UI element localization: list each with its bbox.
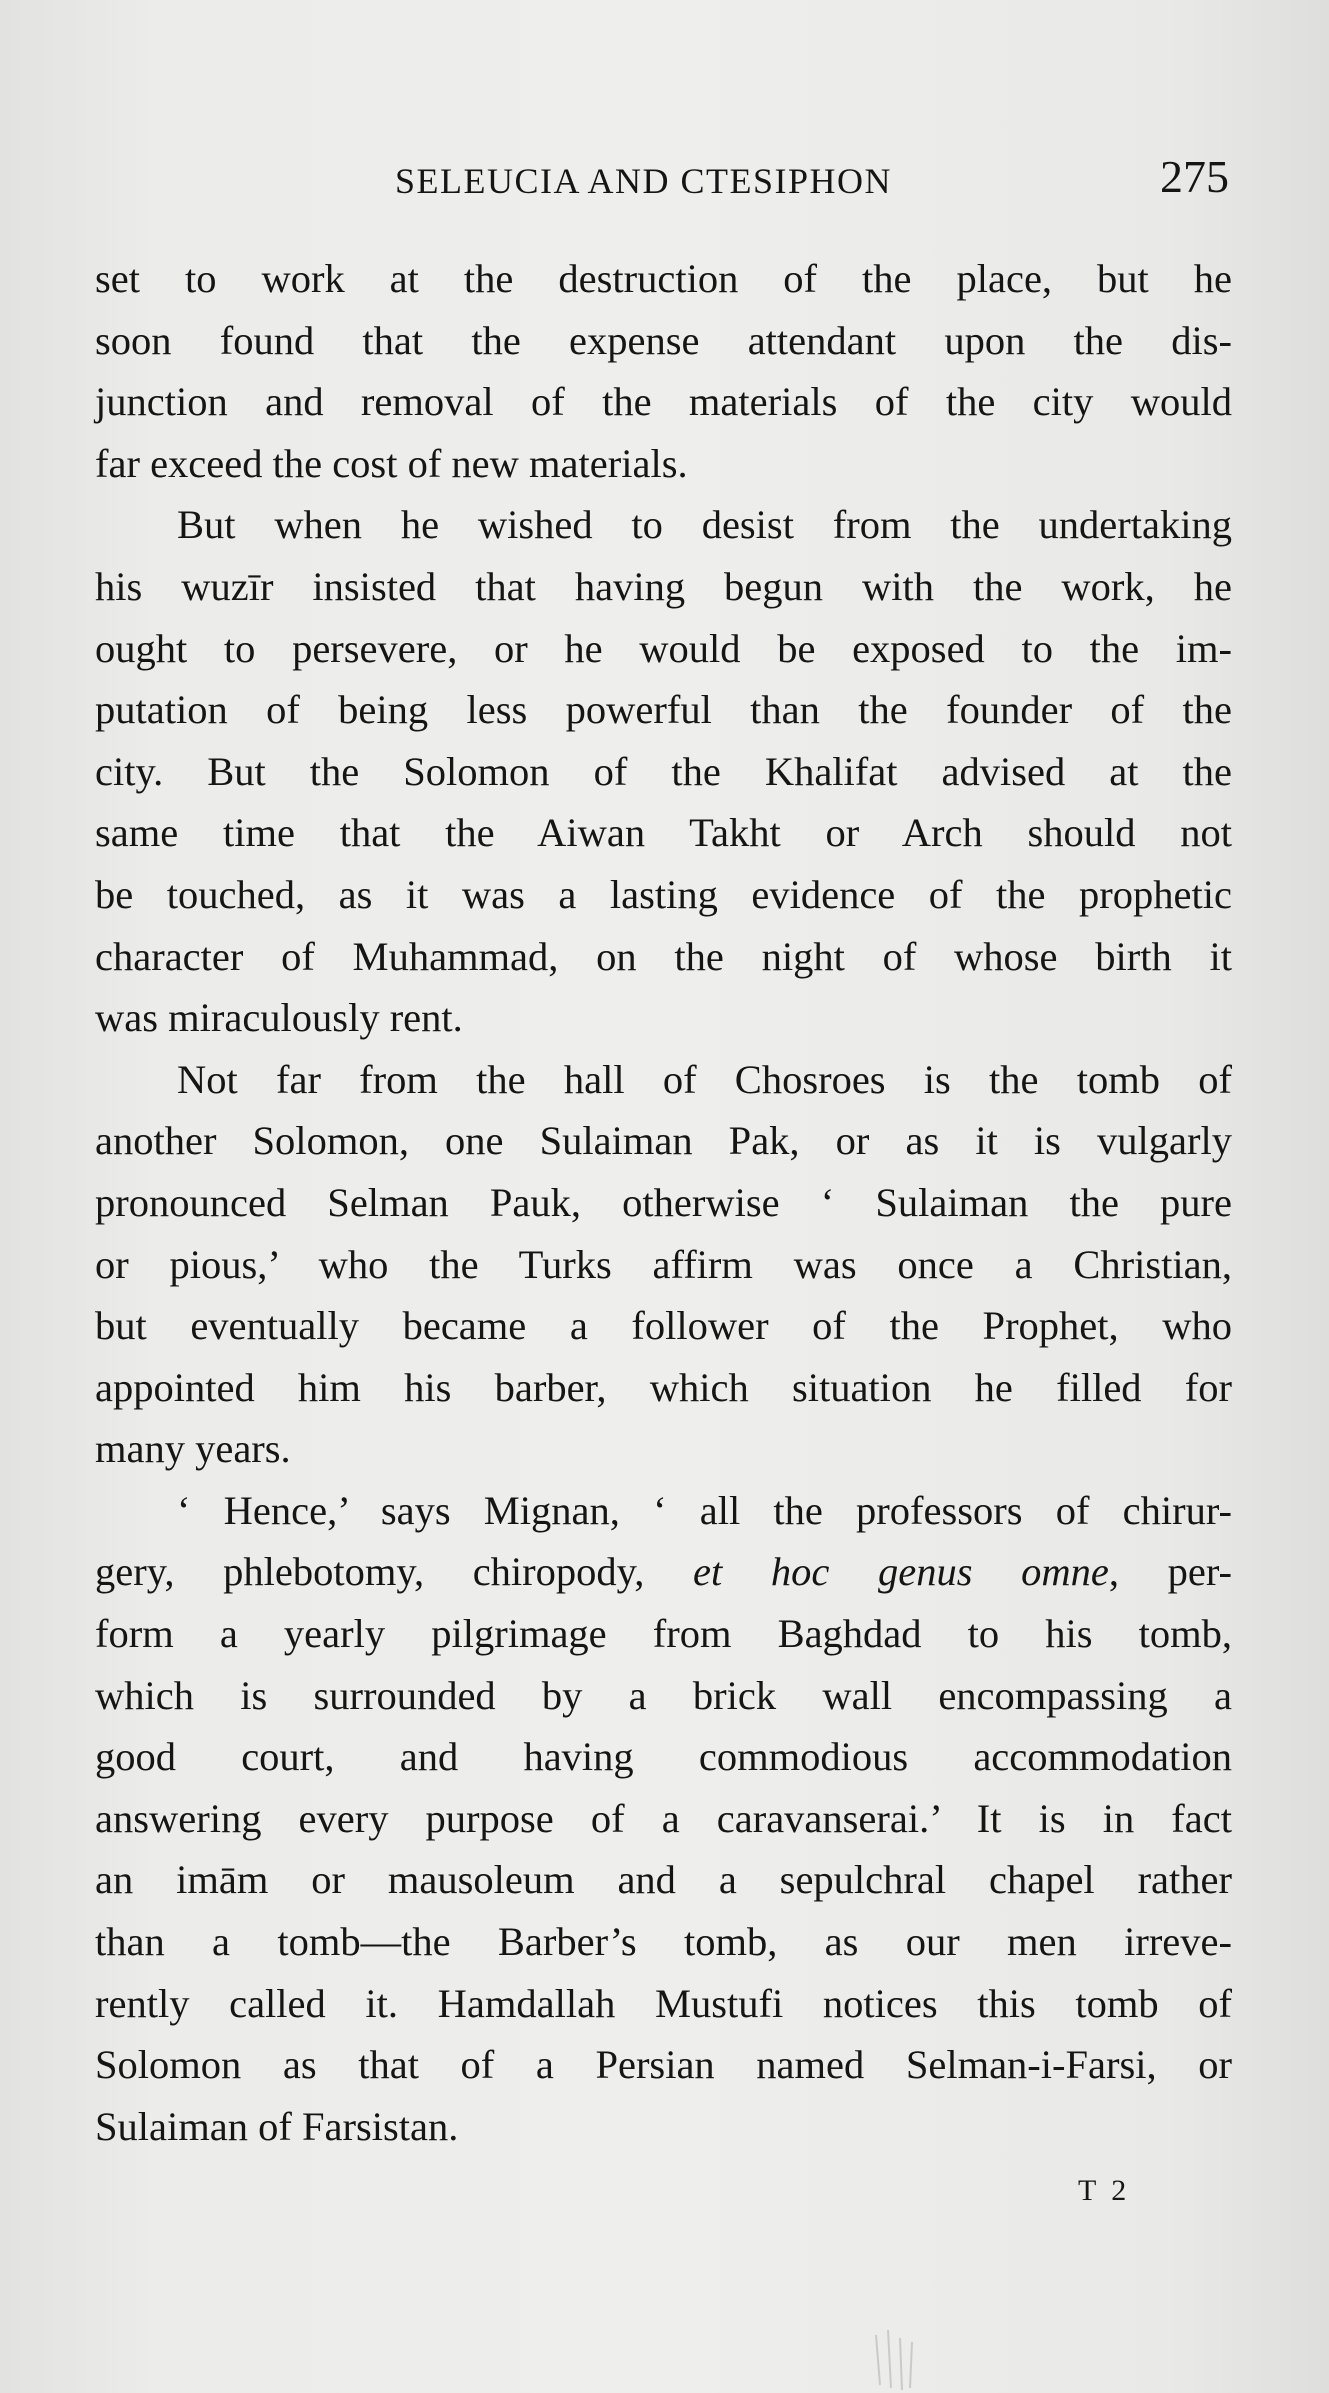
page-number: 275	[1160, 151, 1229, 202]
running-title: SELEUCIA AND CTESIPHON	[395, 161, 893, 201]
text-line: his wuzīr insisted that having begun with the work, he	[95, 563, 1232, 609]
text-line: another Solomon, one Sulaiman Pak, or as it is vulgarly	[95, 1118, 1232, 1164]
text-line: gery, phlebotomy, chiropody, et hoc genus omne, per-	[95, 1549, 1233, 1595]
text-line: form a yearly pilgrimage from Baghdad to his tomb,	[95, 1611, 1232, 1657]
body-text	[95, 248, 1232, 2157]
text-line: same time that the Aiwan Takht or Arch should not	[95, 810, 1232, 856]
signature-mark: T 2	[1078, 2174, 1131, 2207]
text-line: Sulaiman of Farsistan.	[95, 2103, 459, 2149]
latin-phrase: et hoc genus omne	[693, 1549, 1109, 1595]
text-line: appointed him his barber, which situation he filled for	[95, 1364, 1232, 1410]
binding-shadow-mark	[866, 2330, 926, 2390]
text-line: Not far from the hall of Chosroes is the tomb of	[177, 1056, 1232, 1102]
text-line: set to work at the destruction of the place, but he	[95, 256, 1232, 301]
text-line: rently called it. Hamdallah Mustufi notices this tomb of	[95, 1980, 1232, 2026]
text-line: But when he wished to desist from the undertaking	[177, 502, 1232, 548]
running-head	[95, 150, 1235, 210]
paragraph	[95, 494, 1232, 1048]
text-line: pronounced Selman Pauk, otherwise ‘ Sulaiman the pure	[95, 1179, 1232, 1225]
text-line: or pious,’ who the Turks affirm was once a Christian,	[95, 1241, 1232, 1287]
text-line: character of Muhammad, on the night of whose birth it	[95, 933, 1232, 979]
text-line: ‘ Hence,’ says Mignan, ‘ all the professors of chirur-	[177, 1487, 1232, 1533]
text-line: which is surrounded by a brick wall encompassing a	[95, 1672, 1232, 1718]
text-line: an imām or mausoleum and a sepulchral chapel rather	[95, 1857, 1232, 1903]
text-line: ought to persevere, or he would be exposed to the im-	[95, 625, 1232, 671]
text-line: answering every purpose of a caravanserai.’ It is in fact	[95, 1795, 1232, 1841]
text-line: far exceed the cost of new materials.	[95, 440, 688, 486]
text-line: soon found that the expense attendant upon the dis-	[95, 317, 1232, 363]
paragraph	[95, 1049, 1232, 1480]
text-line: Solomon as that of a Persian named Selman-i-Farsi, or	[95, 2042, 1232, 2088]
paragraph	[95, 248, 1232, 494]
text-line: good court, and having commodious accommodation	[95, 1734, 1232, 1780]
text-line: city. But the Solomon of the Khalifat advised at the	[95, 748, 1232, 794]
text-line: was miraculously rent.	[95, 995, 463, 1041]
text-line: many years.	[95, 1426, 291, 1472]
text-line: putation of being less powerful than the founder of the	[95, 687, 1232, 733]
text-line: junction and removal of the materials of the city would	[95, 379, 1232, 425]
paragraph	[95, 1480, 1232, 2158]
text-line: be touched, as it was a lasting evidence of the prophetic	[95, 871, 1232, 917]
text-line: than a tomb—the Barber’s tomb, as our men irreve-	[95, 1919, 1232, 1965]
text-line: but eventually became a follower of the Prophet, who	[95, 1303, 1232, 1349]
